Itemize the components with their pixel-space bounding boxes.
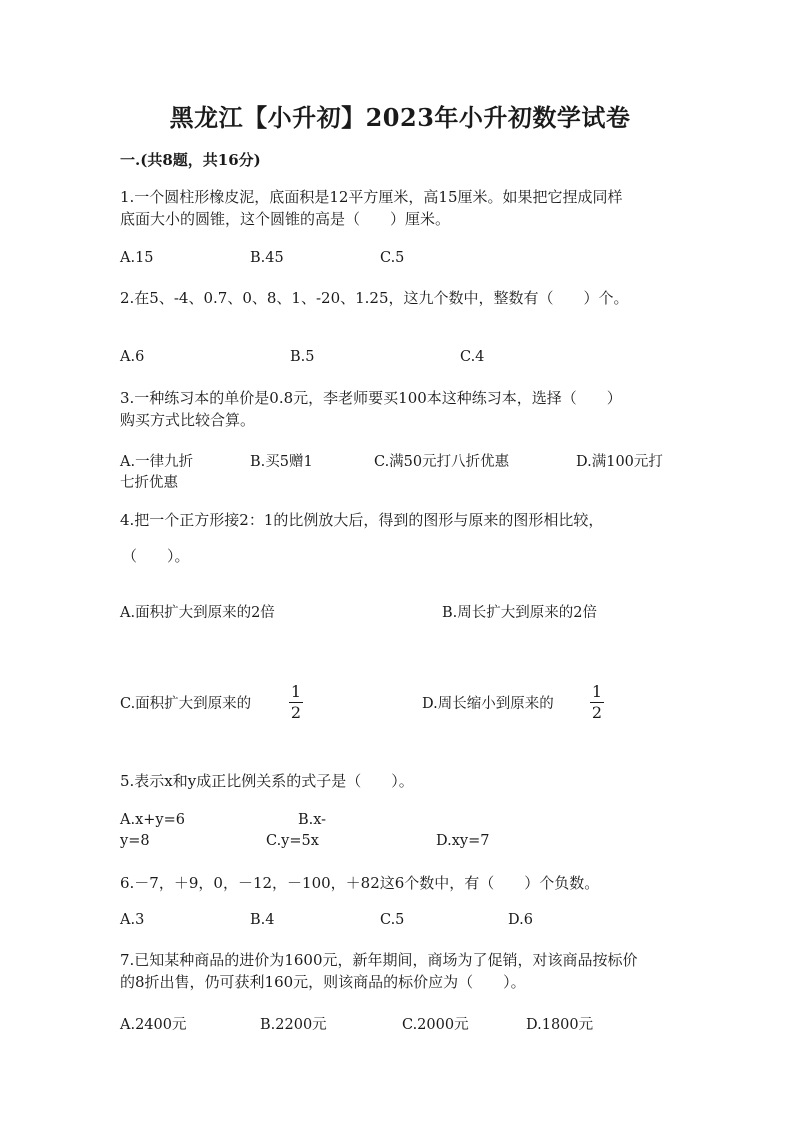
option-d[interactable]: D.周长缩小到原来的 bbox=[422, 696, 554, 712]
page-title: 黑龙江【小升初】2023年小升初数学试卷 bbox=[169, 103, 631, 132]
option-b[interactable]: B.买5赠1 bbox=[250, 454, 313, 470]
fraction-numerator: 1 bbox=[591, 682, 603, 701]
option-b-continued: y=8 bbox=[120, 833, 150, 849]
section-header: 一.(共8题，共16分) bbox=[120, 151, 261, 169]
option-a[interactable]: A.3 bbox=[120, 912, 145, 928]
option-a[interactable]: A.15 bbox=[120, 250, 154, 266]
question-text-line: 底面大小的圆锥，这个圆锥的高是（ ）厘米。 bbox=[120, 210, 451, 228]
question-text-line: 3.一种练习本的单价是0.8元，李老师要买100本这种练习本，选择（ ） bbox=[120, 389, 622, 407]
option-b[interactable]: B.2200元 bbox=[260, 1017, 327, 1033]
question-text-line: 5.表示x和y成正比例关系的式子是（ ）。 bbox=[120, 772, 414, 790]
option-c[interactable]: C.4 bbox=[460, 349, 485, 365]
fraction-denominator: 2 bbox=[290, 703, 302, 722]
option-b[interactable]: B.周长扩大到原来的2倍 bbox=[442, 605, 597, 621]
question-text-line: 购买方式比较合算。 bbox=[120, 411, 256, 429]
option-a[interactable]: A.面积扩大到原来的2倍 bbox=[120, 605, 275, 621]
question-text-line: 2.在5、-4、0.7、0、8、1、-20、1.25，这九个数中，整数有（ ）个。 bbox=[120, 289, 629, 307]
option-c[interactable]: C.5 bbox=[380, 912, 405, 928]
option-c[interactable]: C.y=5x bbox=[266, 833, 319, 849]
fraction-numerator: 1 bbox=[290, 682, 302, 701]
option-c[interactable]: C.2000元 bbox=[402, 1017, 469, 1033]
option-c[interactable]: C.满50元打八折优惠 bbox=[374, 454, 510, 470]
fraction-denominator: 2 bbox=[591, 703, 603, 722]
question-text-line: 的8折出售，仍可获利160元，则该商品的标价应为（ ）。 bbox=[120, 973, 526, 991]
option-d-continued: 七折优惠 bbox=[120, 475, 178, 491]
question-text-line: 4.把一个正方形接2：1的比例放大后，得到的图形与原来的图形相比较， bbox=[120, 511, 604, 529]
option-b[interactable]: B.45 bbox=[250, 250, 284, 266]
option-a[interactable]: A.x+y=6 bbox=[120, 812, 185, 828]
question-text-line: 6.－7，＋9，0，－12，－100，＋82这6个数中，有（ ）个负数。 bbox=[120, 874, 600, 892]
question-text-line: （ ）。 bbox=[122, 547, 190, 565]
option-a[interactable]: A.2400元 bbox=[120, 1017, 187, 1033]
option-d[interactable]: D.1800元 bbox=[526, 1017, 594, 1033]
fraction-half bbox=[289, 683, 303, 722]
option-d[interactable]: D.xy=7 bbox=[436, 833, 490, 849]
option-d[interactable]: D.满100元打 bbox=[576, 454, 663, 470]
option-a[interactable]: A.6 bbox=[120, 349, 145, 365]
option-b[interactable]: B.4 bbox=[250, 912, 275, 928]
option-c[interactable]: C.面积扩大到原来的 bbox=[120, 696, 252, 712]
option-b[interactable]: B.5 bbox=[290, 349, 315, 365]
option-d[interactable]: D.6 bbox=[508, 912, 533, 928]
option-b[interactable]: B.x- bbox=[298, 812, 327, 828]
option-c[interactable]: C.5 bbox=[380, 250, 405, 266]
option-a[interactable]: A.一律九折 bbox=[120, 454, 194, 470]
question-text-line: 7.已知某种商品的进价为1600元，新年期间，商场为了促销，对该商品按标价 bbox=[120, 951, 638, 969]
fraction-half bbox=[590, 683, 604, 722]
question-text-line: 1.一个圆柱形橡皮泥，底面积是12平方厘米，高15厘米。如果把它捏成同样 bbox=[120, 188, 623, 206]
